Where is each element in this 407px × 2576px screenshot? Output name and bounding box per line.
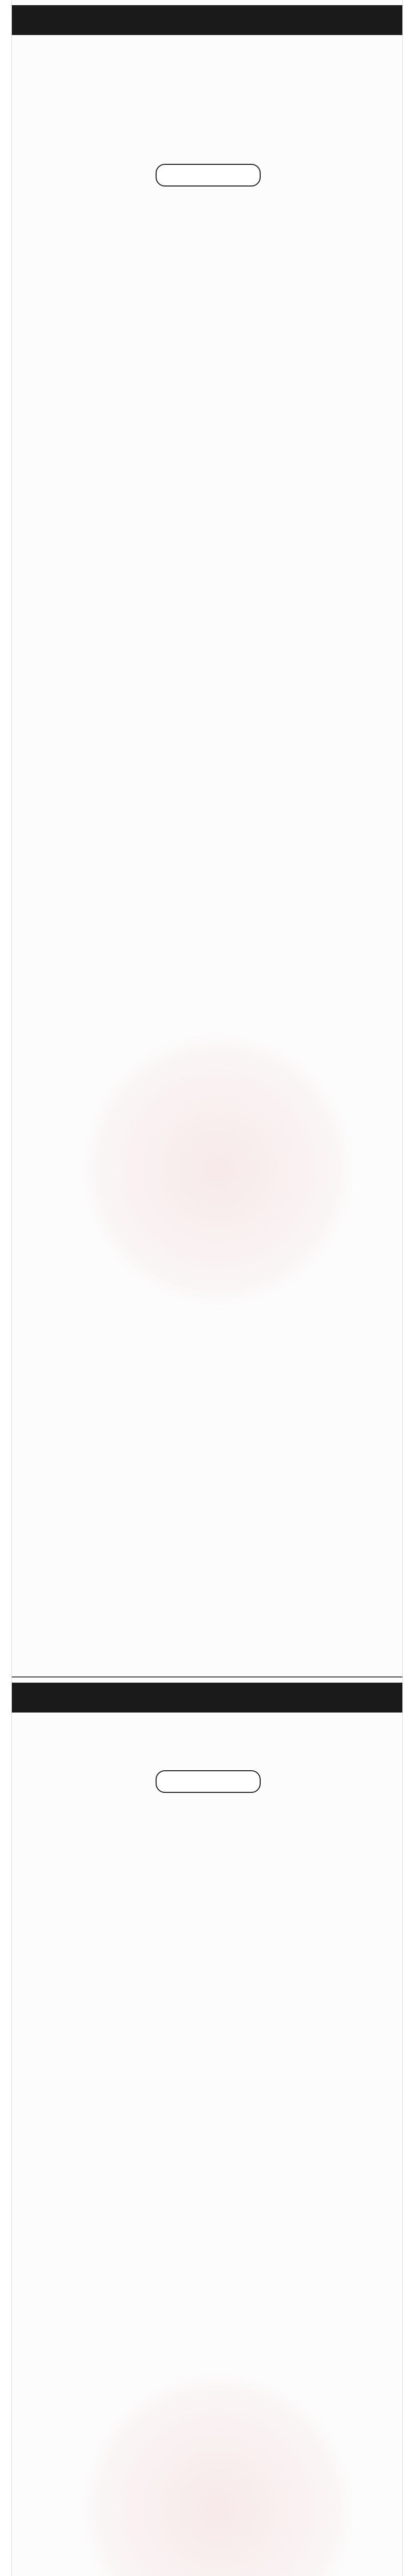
question-4 [22, 2267, 392, 2281]
question-2 [22, 1857, 392, 1871]
paper-meta-row [22, 1719, 392, 1742]
exam-paper [11, 0, 403, 2576]
section-title-objective [156, 164, 261, 187]
question-3 [22, 2061, 392, 2075]
paper-meta-row [22, 62, 392, 86]
paper-banner [12, 5, 402, 35]
section-title-subjective [156, 1770, 261, 1793]
watermark-stamp [79, 2370, 357, 2576]
part-divider [12, 1676, 402, 1677]
paper-meta-row [22, 1740, 392, 1764]
watermark-stamp [79, 1030, 357, 1309]
paper-meta-row [22, 40, 392, 64]
paper-banner-part2 [12, 1683, 402, 1713]
